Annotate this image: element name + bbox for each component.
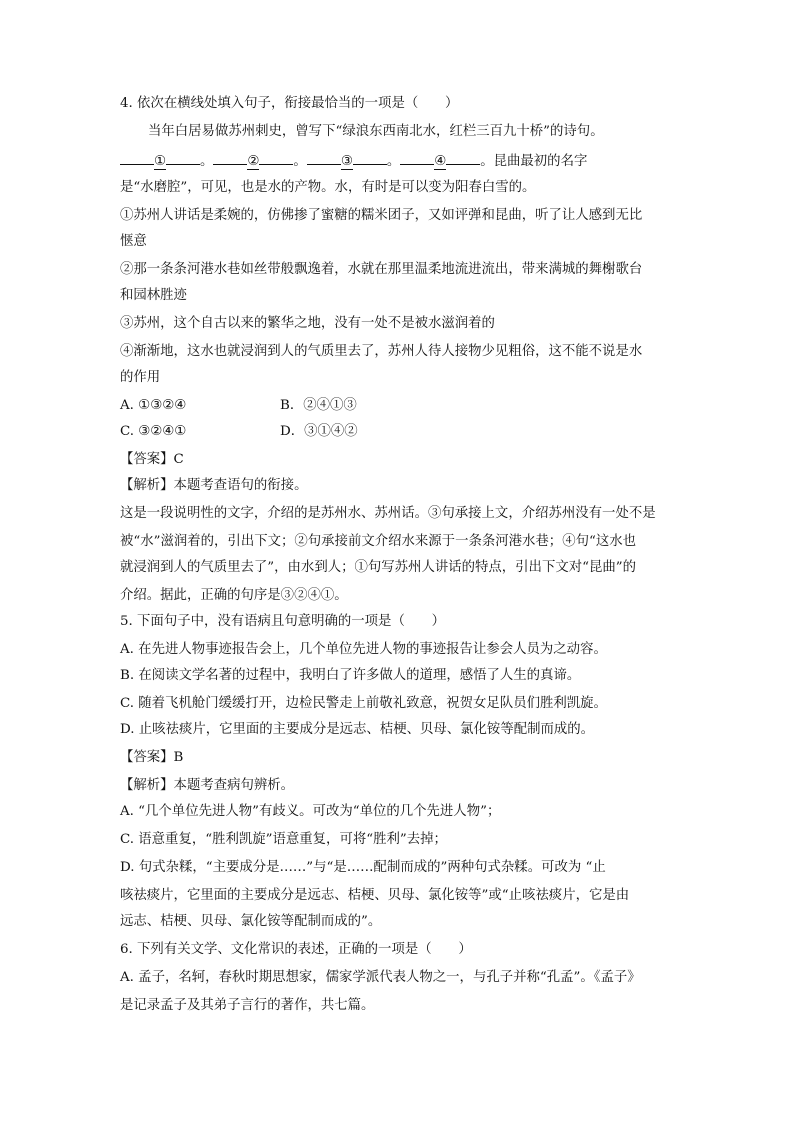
q4-answer: 【答案】C <box>120 452 184 467</box>
q4-sentence-4a: ④渐渐地，这水也就浸润到人的气质里去了，苏州人待人接物少见粗俗，这不能不说是水 <box>120 344 643 359</box>
q5-option-b: B. 在阅读文学名著的过程中，我明白了许多做人的道理，感悟了人生的真谛。 <box>120 668 581 683</box>
q4-sentence-1a: ①苏州人讲话是柔婉的，仿佛掺了蜜糖的糯米团子，又如评弹和昆曲，听了让人感到无比 <box>120 208 643 223</box>
q4-analysis-head: 【解析】本题考查语句的衔接。 <box>120 478 308 493</box>
q6-option-a-1: A. 孟子，名轲，春秋时期思想家，儒家学派代表人物之一，与孔子并称“孔孟”。《孟子》 <box>120 970 641 985</box>
q4-options-row-2 <box>120 422 358 442</box>
q5-option-a: A. 在先进人物事迹报告会上，几个单位先进人物的事迹报告让参会人员为之动容。 <box>120 642 607 657</box>
blank-1: ① <box>120 154 200 169</box>
q4-blank-line: ① 。 ② 。 ③ 。 ④ 。昆曲最初的名字 <box>120 150 587 172</box>
blank-4: ④ <box>400 154 480 169</box>
q4-stem: 4. 依次在横线处填入句子，衔接最恰当的一项是（ ） <box>120 96 459 111</box>
q5-analysis-4: 咳祛痰片，它里面的主要成分是远志、桔梗、贝母、氯化铵等”或“止咳祛痰片，它是由 <box>120 888 630 903</box>
q5-analysis-head: 【解析】本题考查病句辨析。 <box>120 778 295 793</box>
q5-option-c: C. 随着飞机舱门缓缓打开，边检民警走上前敬礼致意，祝贺女足队员们胜利凯旋。 <box>120 696 607 711</box>
q4-analysis-1: 这是一段说明性的文字，介绍的是苏州水、苏州话。③句承接上文，介绍苏州没有一处不是 <box>120 506 656 521</box>
q6-option-a-2: 是记录孟子及其弟子言行的著作，共七篇。 <box>120 998 375 1013</box>
q4-sentence-1b: 惬意 <box>120 234 147 249</box>
q6-stem: 6. 下列有关文学、文化常识的表述，正确的一项是（ ） <box>120 942 472 957</box>
q5-option-d: D. 止咳祛痰片，它里面的主要成分是远志、桔梗、贝母、氯化铵等配制而成的。 <box>120 722 595 737</box>
q4-sentence-2b: 和园林胜迹 <box>120 288 187 303</box>
q4-option-c: C. ③②④① <box>120 424 187 439</box>
q4-intro: 当年白居易做苏州刺史，曾写下“绿浪东西南北水，红栏三百九十桥”的诗句。 <box>148 124 604 139</box>
q4-analysis-3: 就浸润到人的气质里去了”，由水到人；①句写苏州人讲话的特点，引出下文对“昆曲”的 <box>120 560 636 575</box>
q4-cont: 是“水磨腔”，可见，也是水的产物。水，有时是可以变为阳春白雪的。 <box>120 180 536 195</box>
q5-answer: 【答案】B <box>120 750 184 765</box>
q5-stem: 5. 下面句子中，没有语病且句意明确的一项是（ ） <box>120 614 446 629</box>
q4-sentence-3: ③苏州，这个自古以来的繁华之地，没有一处不是被水滋润着的 <box>120 316 495 331</box>
q5-analysis-1: A. “几个单位先进人物”有歧义。可改为“单位的几个先进人物”； <box>120 804 501 819</box>
q4-sentence-2a: ②那一条条河港水巷如丝带般飘逸着，水就在那里温柔地流进流出，带来满城的舞榭歌台 <box>120 262 643 277</box>
q5-analysis-3: D. 句式杂糅，“主要成分是……”与“是……配制而成的”两种句式杂糅。可改为 “止 <box>120 860 606 875</box>
q4-option-a: A. ①③②④ <box>120 398 187 413</box>
q5-analysis-5: 远志、桔梗、贝母、氯化铵等配制而成的”。 <box>120 914 382 929</box>
blank-3: ③ <box>307 154 387 169</box>
q4-options-row-1 <box>120 396 357 416</box>
q4-analysis-2: 被“水”滋润着的，引出下文；②句承接前文介绍水来源于一条条河港水巷；④句“这水也 <box>120 534 636 549</box>
q4-analysis-4: 介绍。据此，正确的句序是③②④①。 <box>120 588 348 603</box>
q5-analysis-2: C. 语意重复，“胜利凯旋”语意重复，可将“胜利”去掉； <box>120 832 447 847</box>
q4-after-blanks: 。昆曲最初的名字 <box>480 154 588 169</box>
blank-2: ② <box>213 154 293 169</box>
q4-sentence-4b: 的作用 <box>120 370 161 385</box>
q4-option-d: D．③①④② <box>280 424 358 439</box>
q4-option-b: B．②④①③ <box>280 398 357 413</box>
